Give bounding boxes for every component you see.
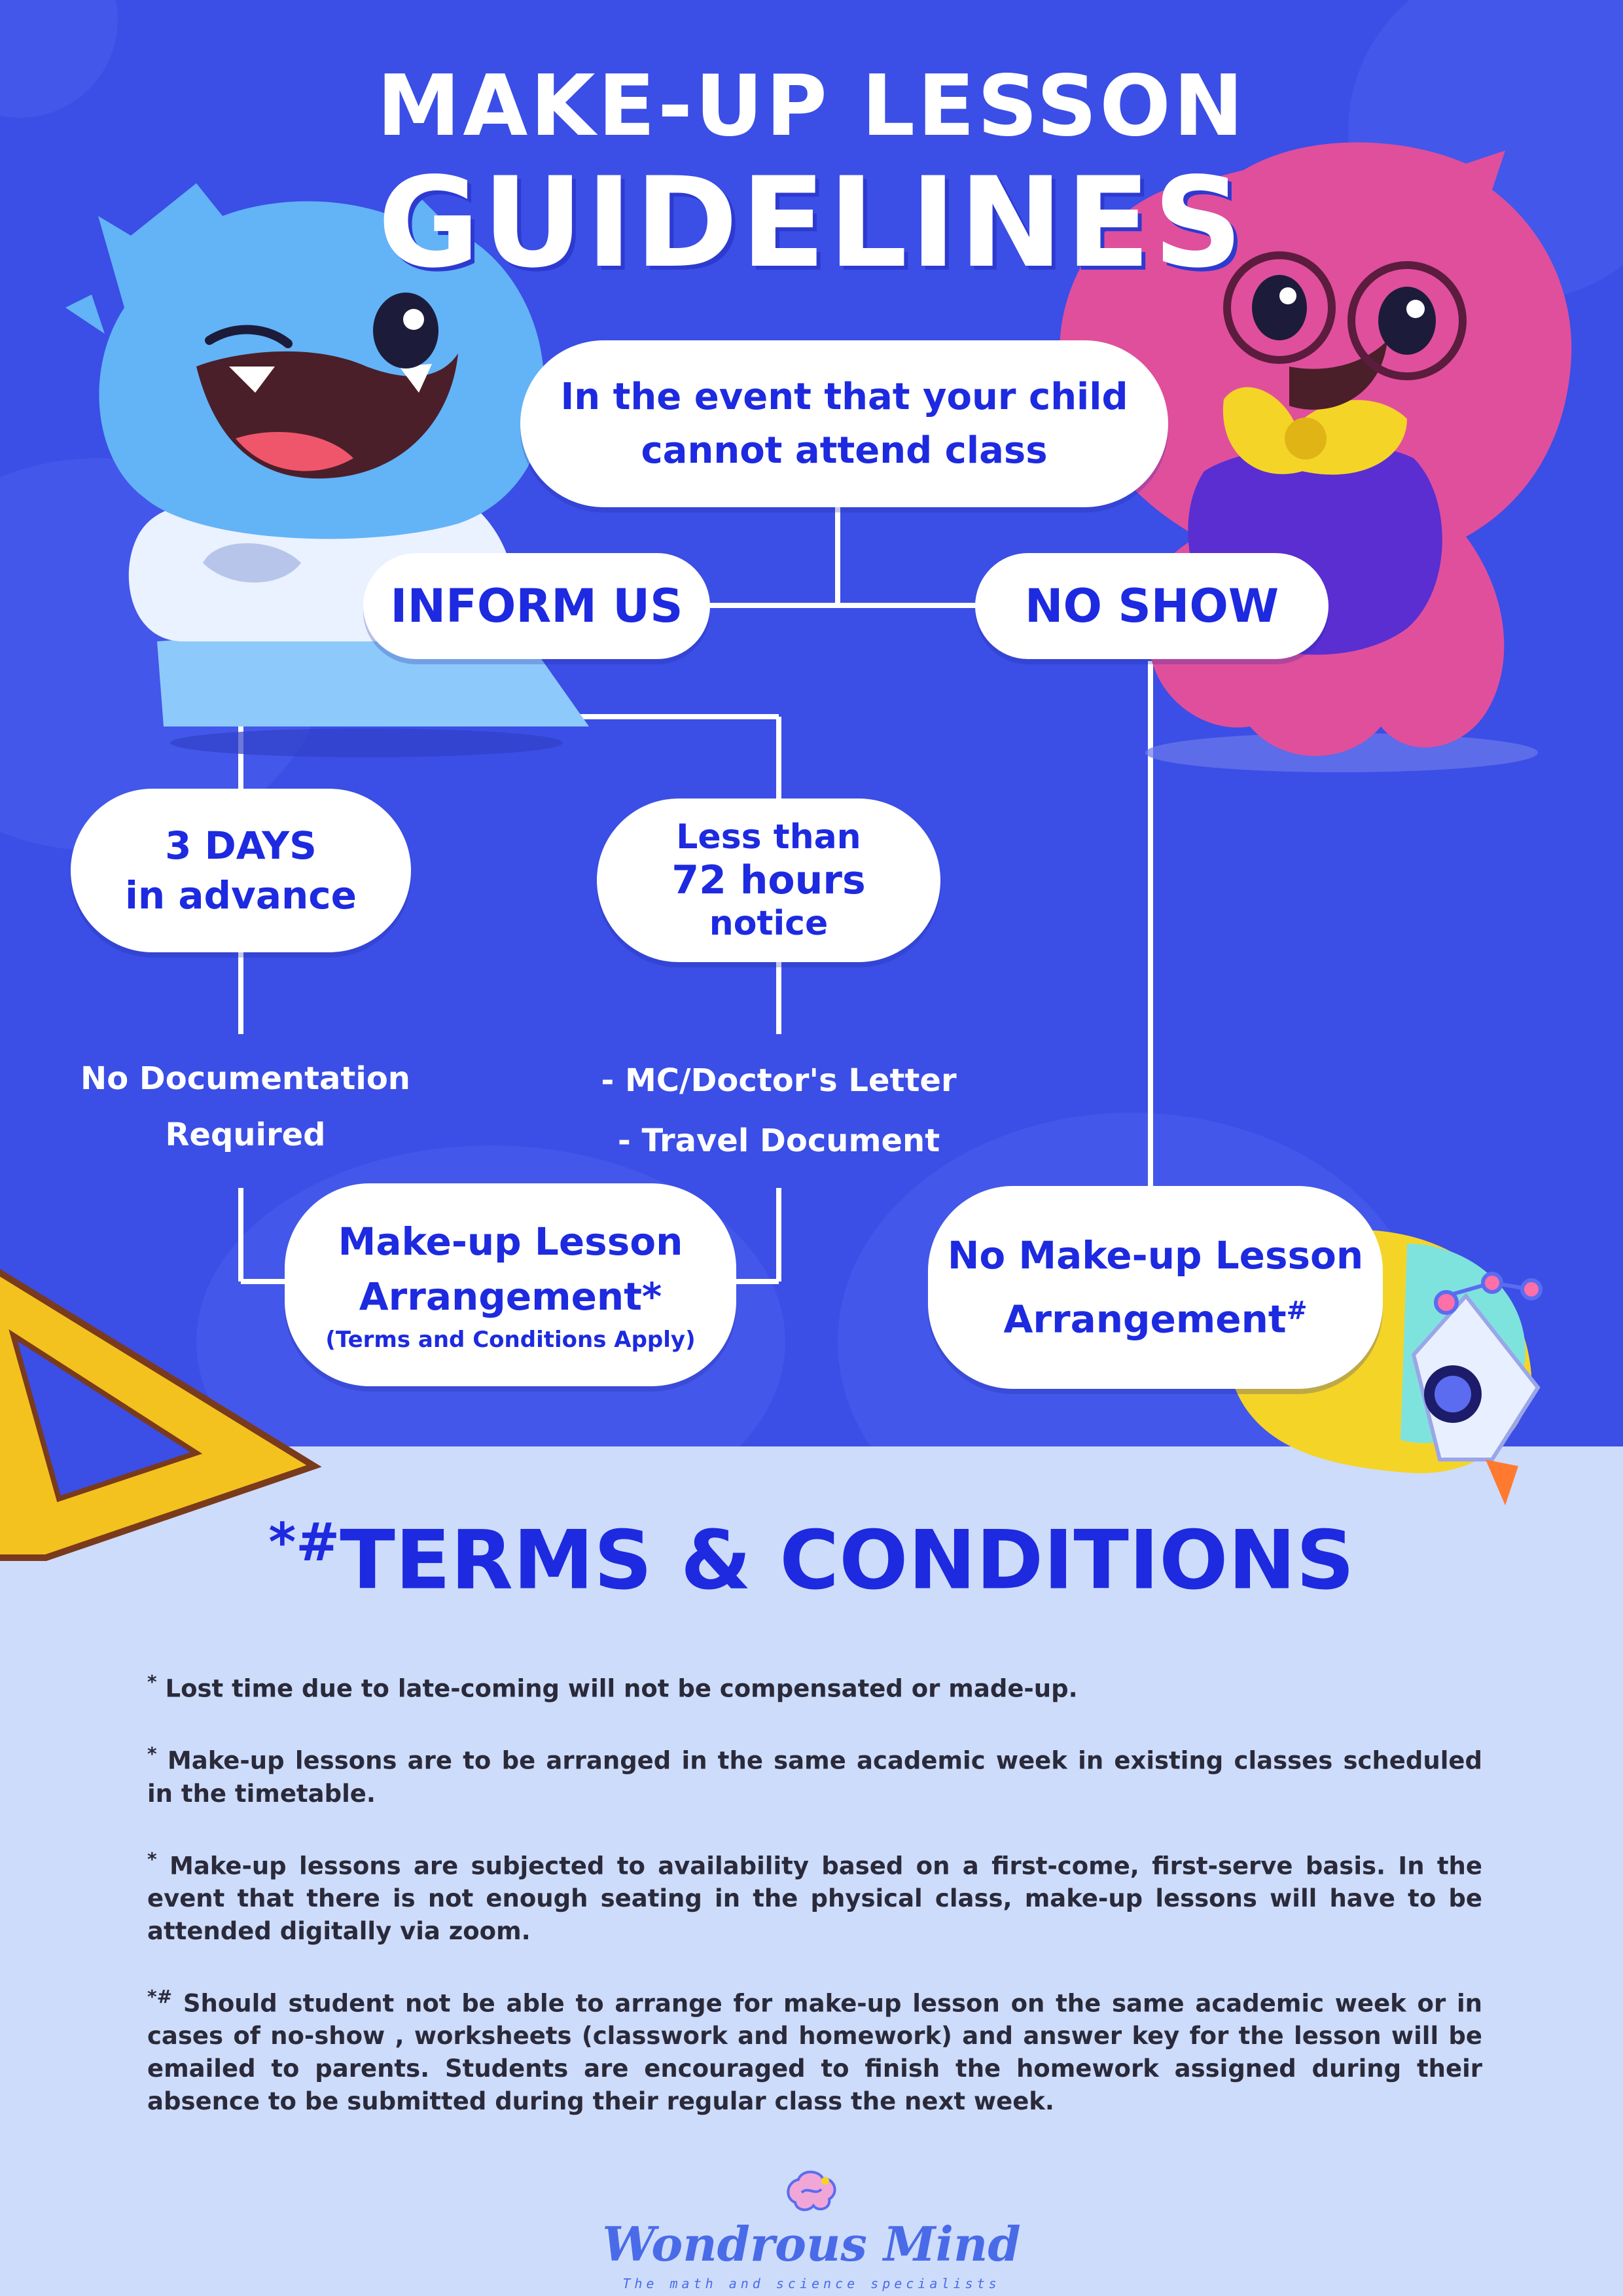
node-root-line1: In the event that your child xyxy=(560,375,1128,418)
terms-item-1-text: Lost time due to late-coming will not be compensated or made-up. xyxy=(156,1674,1078,1703)
node-no-makeup-line2-wrap xyxy=(1003,1283,1307,1346)
terms-title-marks: *# xyxy=(268,1512,340,1573)
terms-item-4 xyxy=(147,1981,1482,2118)
terms-item-3-mark: * xyxy=(147,1848,157,1870)
node-three-days-line2: in advance xyxy=(125,873,357,918)
node-less-than-line2: 72 hours xyxy=(671,857,866,903)
no-doc-line1: No Documentation xyxy=(80,1060,410,1097)
node-less-than-72h xyxy=(597,798,940,962)
brand-logo xyxy=(0,2166,1623,2291)
terms-title-text: TERMS & CONDITIONS xyxy=(340,1513,1355,1608)
no-documentation-text xyxy=(52,1050,438,1163)
node-inform-us-label: INFORM US xyxy=(390,579,683,633)
brain-logo-icon xyxy=(782,2166,841,2219)
terms-item-3 xyxy=(147,1843,1482,1948)
node-no-show xyxy=(975,553,1329,659)
terms-item-1 xyxy=(147,1666,1482,1705)
node-root-line2: cannot attend class xyxy=(641,429,1048,472)
terms-item-2-text: Make-up lessons are to be arranged in the same academic week in existing classes scheduled in the timetable. xyxy=(147,1746,1482,1808)
docs-line1: - MC/Doctor's Letter xyxy=(601,1062,957,1099)
node-inform-us xyxy=(363,553,710,659)
terms-item-2-mark: * xyxy=(147,1743,157,1765)
node-makeup-line2: Arrangement* xyxy=(359,1274,662,1319)
terms-item-1-mark: * xyxy=(147,1671,157,1693)
terms-list xyxy=(147,1666,1482,2151)
brand-tagline: The math and science specialists xyxy=(622,2276,1001,2291)
terms-item-4-mark: *# xyxy=(147,1985,173,2007)
terms-item-3-text: Make-up lessons are subjected to availability based on a first-come, first-serve basis. In the event that there is not enough seating in the physical class, make-up lessons will have to be attended digitally via zoom. xyxy=(147,1851,1482,1945)
title-line-1: MAKE-UP LESSON xyxy=(376,58,1247,155)
node-root xyxy=(520,340,1168,507)
node-makeup-line3: (Terms and Conditions Apply) xyxy=(325,1327,696,1353)
node-no-makeup-line2: Arrangement xyxy=(1003,1297,1287,1342)
node-makeup-line1: Make-up Lesson xyxy=(338,1219,683,1264)
brand-name: Wondrous Mind xyxy=(602,2216,1021,2272)
node-no-makeup-line1: No Make-up Lesson xyxy=(947,1233,1364,1278)
terms-item-2 xyxy=(147,1738,1482,1810)
node-makeup-arrangement xyxy=(285,1183,736,1386)
node-three-days xyxy=(71,789,411,952)
documents-required-text xyxy=(569,1050,988,1171)
terms-title xyxy=(0,1512,1623,1607)
node-no-show-label: NO SHOW xyxy=(1024,579,1279,633)
node-no-makeup-arrangement xyxy=(928,1186,1383,1389)
node-less-than-line1: Less than xyxy=(676,817,861,857)
docs-line2: - Travel Document xyxy=(617,1122,940,1159)
title-line-2: GUIDELINES xyxy=(378,151,1245,295)
node-less-than-line3: notice xyxy=(709,904,829,943)
terms-item-4-text: Should student not be able to arrange for make-up lesson on the same academic week or in cases of no-show , worksheets (classwork and homework) and answer key for the lesson will be emailed to parents. Students are encouraged to finish the homework assigned during their absence to be submitted during their regular class the next week. xyxy=(147,1989,1482,2116)
node-three-days-line1: 3 DAYS xyxy=(165,823,317,868)
node-no-makeup-mark: # xyxy=(1286,1296,1308,1325)
no-doc-line2: Required xyxy=(165,1117,326,1153)
